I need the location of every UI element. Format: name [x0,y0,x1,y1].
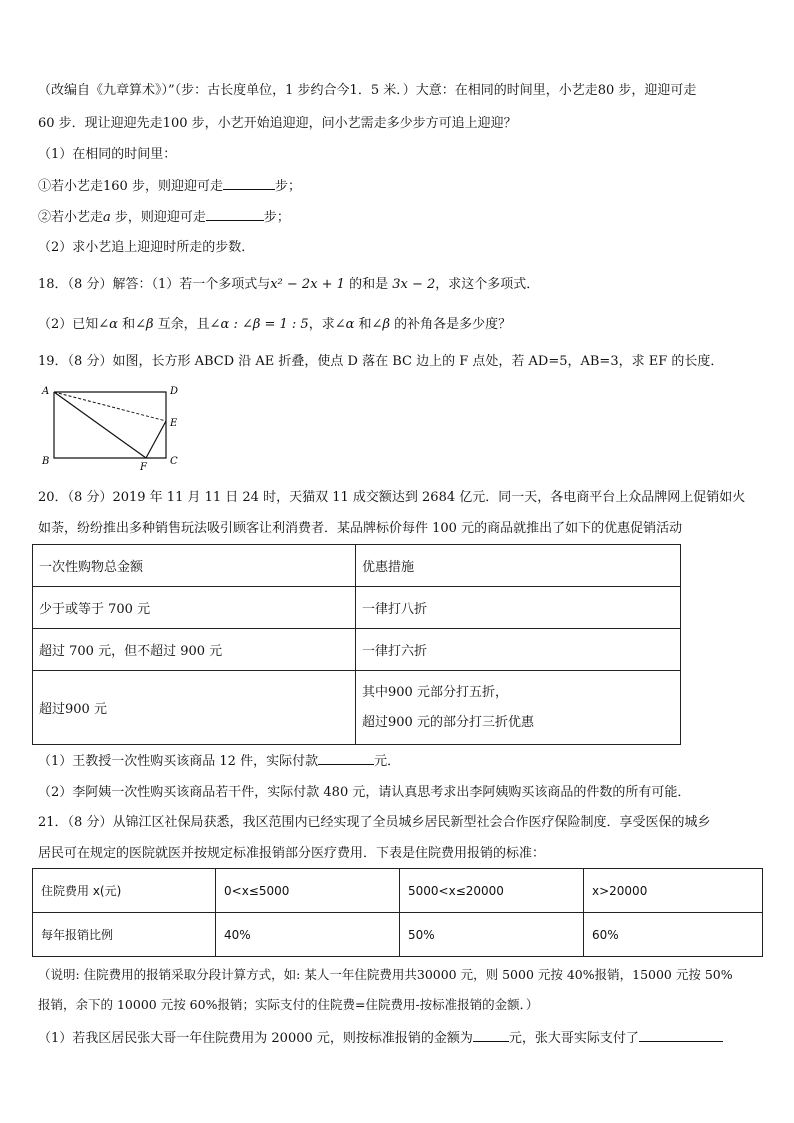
q18-l2-mid: 互余，且∠ [153,317,221,332]
q18-l2-and: 和∠ [117,317,146,332]
q19-text: 19．（8 分）如图，长方形 ABCD 沿 AE 折叠，使点 D 落在 BC 边上的 F 点处，若 AD=5，AB=3，求 EF 的长度． [38,354,724,369]
q17-item2 [38,208,290,227]
q21-note2: 报销，余下的 10000 元按 60%报销；实际支付的住院费=住院费用-按标准报销的金额．） [38,997,539,1012]
table-row [33,671,681,745]
table-cell [356,671,681,745]
table-cell-line: 其中900 元部分打五折， [362,684,508,700]
table-cell: 超过900 元 [33,671,356,745]
q18-l1-post: ，求这个多项式． [435,277,540,292]
q18-expr-1: x² − 2x + 1 [270,277,345,292]
q18-line1 [38,276,539,294]
q18-l2-and2: 和∠ [354,317,383,332]
q20-sub1-pre: （1）王教授一次性购买该商品 12 件，实际付款 [38,754,319,769]
q17-item1 [38,177,301,196]
q20-line2: 如荼，纷纷推出多种销售玩法吸引顾客让利消费者．某品牌标价每件 100 元的商品就推出了如下的优惠促销活动 [38,521,683,536]
q20-sub1 [38,752,400,771]
table-cell: 一律打八折 [356,587,681,629]
label-f: F [140,462,147,472]
q17-line1: （改编自《九章算术》）”（步：古长度单位，1 步约合今1．5 米．）大意：在相同的时间里，小艺走80 步，迎迎可走 [38,83,697,98]
answer-blank [223,177,275,190]
rect-other-edges [54,392,166,458]
q18-beta: β [145,317,154,332]
fold-line-ae [54,392,166,421]
q20-sub2: （2）李阿姨一次性购买该商品若干件，实际付款 480 元，请认真思考求出李阿姨购买该商品的件数的所有可能． [38,785,691,800]
q21-sub1-pre: （1）若我区居民张大哥一年住院费用为 20000 元，则按标准报销的金额为 [38,1031,473,1046]
segment-fe [146,421,166,458]
q17-line2: 60 步．现让迎迎先走100 步，小艺开始追迎迎，问小艺需走多少步方可追上迎迎？ [38,116,517,131]
q17-var-a: a [103,210,111,225]
label-e: E [170,418,178,429]
q18-ratio: α : ∠β = 1 : 5 [220,317,309,332]
rectangle-fold-diagram [36,380,196,472]
answer-blank [206,208,264,221]
q21-reimbursement-table [32,868,763,957]
label-d: D [170,386,179,397]
q18-l2-post: 的补角各是多少度？ [389,317,512,332]
q17-sub1: （1）在相同的时间里： [38,147,177,162]
table-cell: 50% [400,913,584,957]
table-cell: 每年报销比例 [33,913,216,957]
answer-blank [318,752,374,765]
table-cell: x>20000 [584,869,763,913]
label-b: B [42,456,50,467]
table-row [33,869,763,913]
q18-line2 [38,316,511,334]
q18-l1-mid: 的和是 [344,277,393,292]
answer-blank [473,1029,509,1042]
q18-alpha-2: α [345,317,355,332]
label-c: C [170,456,178,467]
q18-l2-pre: （2）已知∠ [38,317,110,332]
table-cell-line: 超过900 元的部分打三折优惠 [362,714,534,730]
q18-l1-pre: 18．（8 分）解答：（1）若一个多项式与 [38,277,271,292]
q21-line2: 居民可在规定的医院就医并按规定标准报销部分医疗费用．下表是住院费用报销的标准： [38,846,546,861]
q18-beta-2: β [382,317,390,332]
q20-line1: 20．（8 分）2019 年 11 月 11 日 24 时，天猫双 11 成交额达到 2684 亿元．同一天，各电商平台上众品牌网上促销如火 [38,490,746,505]
q20-discount-table [32,544,681,745]
table-cell: 40% [216,913,400,957]
q17-item2-post: 步； [263,210,290,225]
table-cell: 5000<x≤20000 [400,869,584,913]
q17-item1-post: 步； [274,179,301,194]
table-row [33,629,681,671]
q17-item2-pre: ②若小艺走 [38,210,104,225]
table-row [33,545,681,587]
q21-note1: （说明: 住院费用的报销采取分段计算方式，如: 某人一年住院费用共30000 元，则 5000 元按 40%报销，15000 元按 50% [38,967,733,982]
table-cell: 住院费用 x(元) [33,869,216,913]
table-row [33,913,763,957]
table-header-cell: 优惠措施 [356,545,681,587]
table-cell: 60% [584,913,763,957]
table-row [33,587,681,629]
table-cell: 超过 700 元，但不超过 900 元 [33,629,356,671]
table-cell: 0<x≤5000 [216,869,400,913]
table-cell: 一律打六折 [356,629,681,671]
q21-sub1 [38,1029,723,1048]
segment-af [54,392,146,458]
q21-line1: 21．（8 分）从锦江区社保局获悉，我区范围内已经实现了全员城乡居民新型社会合作医疗保险制度．享受医保的城乡 [38,815,711,830]
q17-item2-mid: 步，则迎迎可走 [110,210,206,225]
q20-sub1-post: 元． [374,754,401,769]
q21-sub1-mid: 元，张大哥实际支付了 [508,1031,639,1046]
q17-item1-pre: ①若小艺走160 步，则迎迎可走 [38,179,223,194]
q18-alpha: α [109,317,118,332]
table-header-cell: 一次性购物总金额 [33,545,356,587]
q17-sub2: （2）求小艺追上迎迎时所走的步数． [38,240,255,255]
label-a: A [42,386,50,397]
table-cell: 少于或等于 700 元 [33,587,356,629]
answer-blank [639,1029,723,1042]
q18-expr-2: 3x − 2 [392,277,436,292]
q18-l2-mid2: ，求∠ [308,317,346,332]
